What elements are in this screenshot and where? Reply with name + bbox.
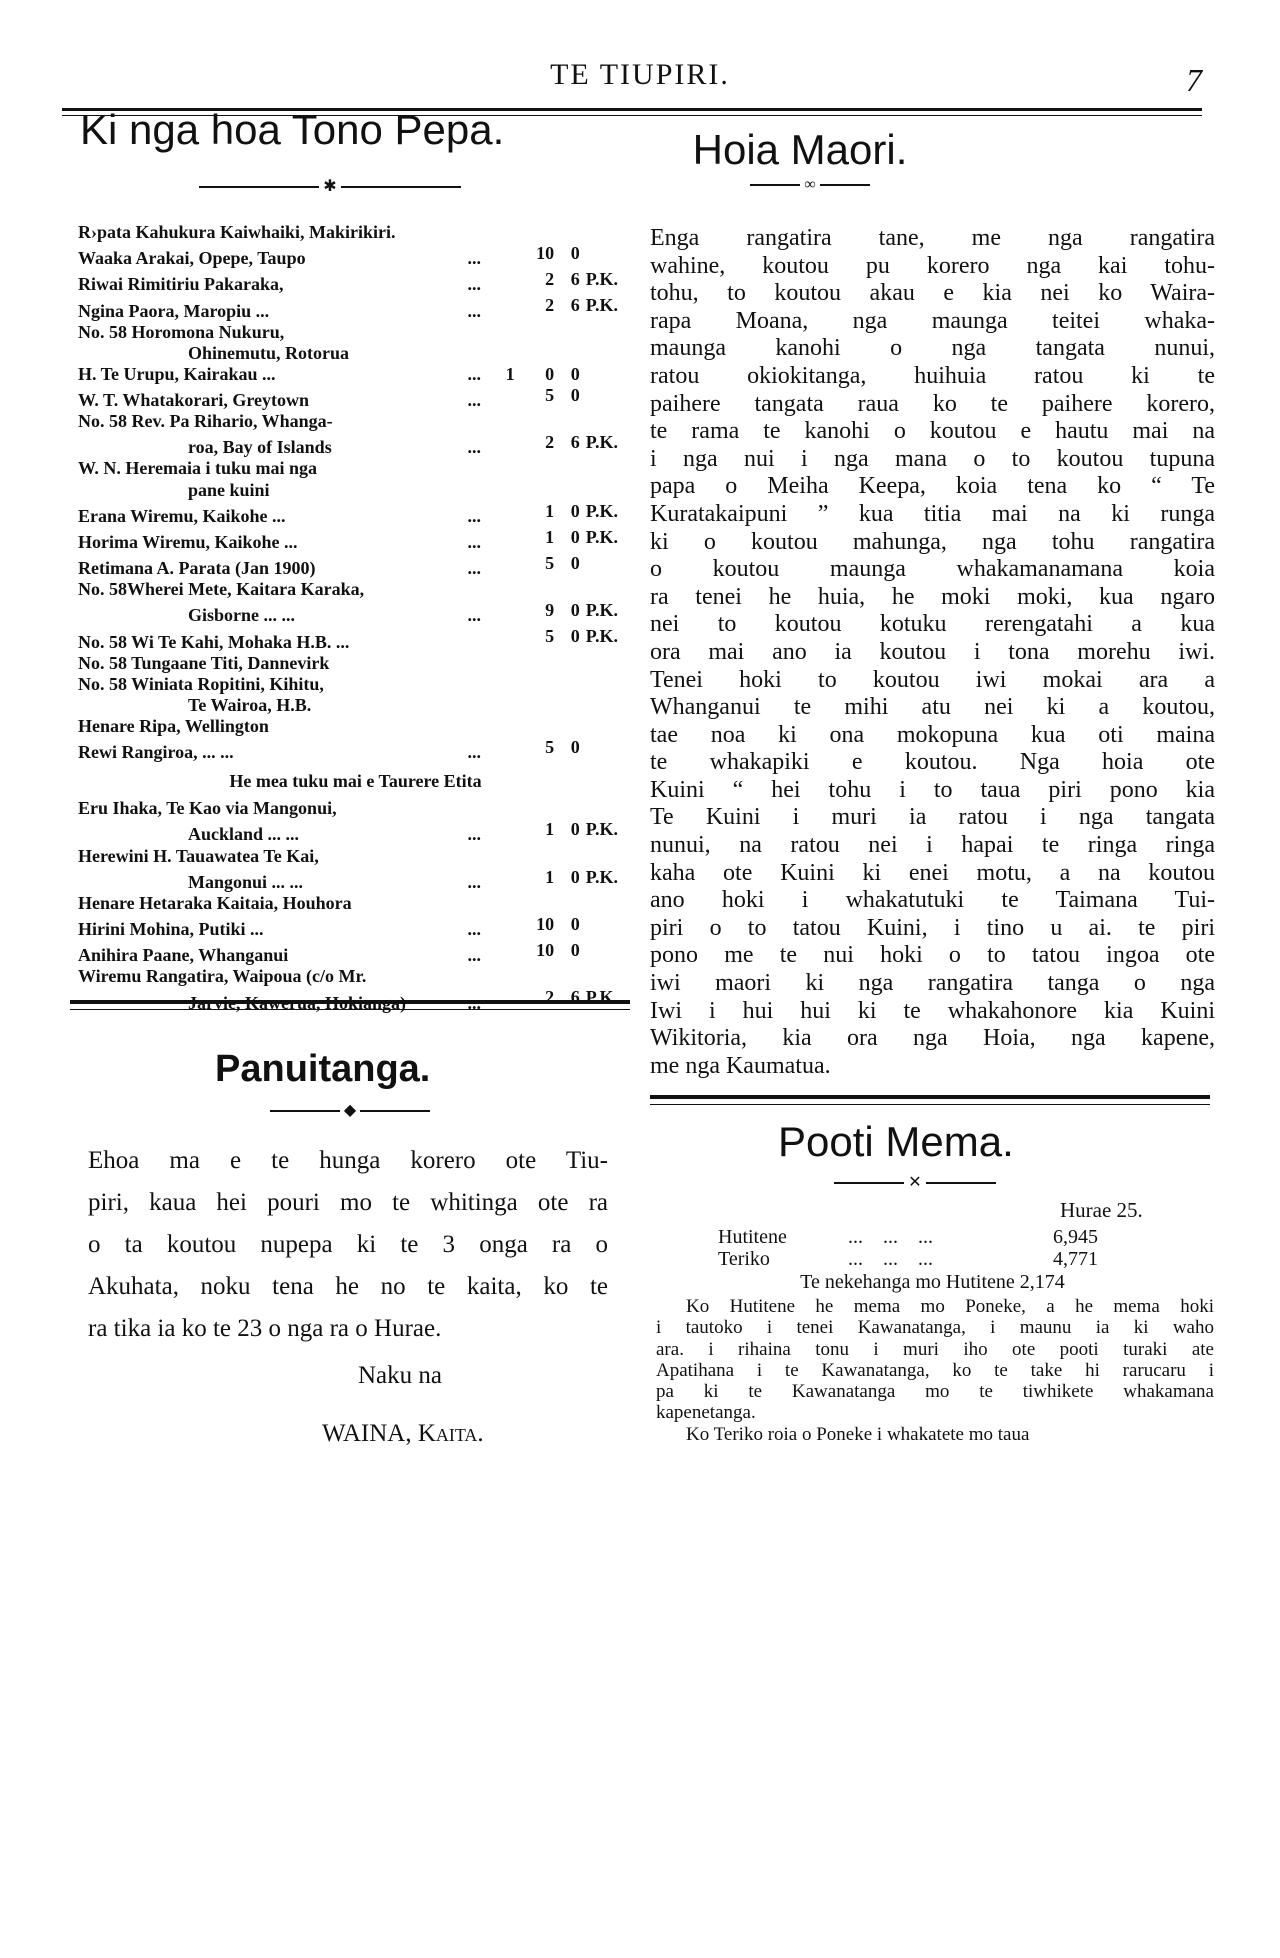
subscriber-name: H. Te Urupu, Kairakau ... xyxy=(78,363,276,384)
vote-count: 6,945 xyxy=(1053,1226,1098,1248)
list-item xyxy=(78,579,633,600)
list-item xyxy=(78,626,633,652)
text-line: tohu, to koutou akau e kia nei ko Waira- xyxy=(650,280,1215,307)
amount-l-empty xyxy=(493,914,515,935)
leader-dots: ... xyxy=(467,248,481,269)
list-item xyxy=(78,716,633,737)
amount-d: 0 xyxy=(570,737,580,757)
text-line: ano hoki i whakatutuki te Taimana Tui- xyxy=(650,887,1215,914)
amount-s: 10 xyxy=(536,913,555,934)
hoia-body xyxy=(650,225,1215,1080)
text-line: Tenei hoki to koutou iwi mokai ara a xyxy=(650,666,1215,693)
text-line: Ko Teriko roia o Poneke i whakatete mo taua xyxy=(686,1423,1030,1445)
amount xyxy=(493,243,633,264)
list-item xyxy=(78,653,633,674)
subscriber-name: Rewi Rangiroa, ... ... xyxy=(78,742,234,763)
amount-s: 1 xyxy=(545,819,555,840)
amount-d: 0 xyxy=(570,384,580,405)
list-item xyxy=(78,527,633,553)
subscriber-name: R›pata Kahukura Kaiwhaiki, Makirikiri. xyxy=(78,222,396,242)
text-line: paihere tangata raua ko te paihere korero, xyxy=(650,390,1215,417)
list-item xyxy=(78,798,633,819)
amount-s: 0 xyxy=(545,363,555,384)
list-item xyxy=(78,411,633,432)
amount-l-empty xyxy=(493,819,515,840)
amount-s: 1 xyxy=(545,526,555,547)
panuitanga-body xyxy=(88,1140,608,1350)
subscriber-name: Gisborne ... ... xyxy=(188,605,296,626)
ornament-divider: ∞ xyxy=(735,176,885,194)
amount-l: 1 xyxy=(505,363,515,384)
amount-s: 2 xyxy=(545,432,555,453)
leader-dots: ... xyxy=(467,919,481,940)
leader-dots: ... xyxy=(467,437,481,458)
text-line: wahine, koutou pu korero nga kai tohu- xyxy=(650,252,1215,279)
subscriber-name: Mangonui ... ... xyxy=(188,871,304,892)
amount xyxy=(493,295,633,316)
list-item xyxy=(78,819,633,845)
amount xyxy=(493,600,633,621)
amount-d: 0 xyxy=(570,243,580,264)
list-item xyxy=(78,432,633,458)
subscriber-name: No. 58 Winiata Ropitini, Kihitu, xyxy=(78,673,324,694)
text-line: me nga Kaumatua. xyxy=(650,1052,831,1079)
text-line: i tautoko i tenei Kawanatanga, i maunu ia ki waho xyxy=(656,1317,1214,1339)
text-line: Ehoa ma e te hunga korero ote Tiu- xyxy=(88,1147,608,1174)
amount-pk: P.K. xyxy=(585,866,619,887)
text-line: iwi maori ki nga rangatira tanga o nga xyxy=(650,970,1215,997)
amount xyxy=(493,269,633,290)
subscriber-name: No. 58 Tungaane Titi, Dannevirk xyxy=(78,652,330,673)
amount xyxy=(493,527,633,548)
subscriber-name: Anihira Paane, Whanganui xyxy=(78,945,289,966)
list-item xyxy=(78,480,633,501)
subscriber-name: roa, Bay of Islands xyxy=(188,437,332,458)
subscriber-name: pane kuini xyxy=(188,479,270,500)
amount-s: 5 xyxy=(545,737,555,757)
text-line: te rama te kanohi o koutou e hautu mai na xyxy=(650,418,1215,445)
amount-d: 0 xyxy=(570,819,580,840)
ornament-divider: ◆ xyxy=(250,1100,450,1120)
subscriber-list xyxy=(78,222,633,1014)
subscriber-name: No. 58Wherei Mete, Kaitara Karaka, xyxy=(78,579,365,600)
subscriber-name: No. 58 Wi Te Kahi, Mohaka H.B. ... xyxy=(78,631,350,652)
list-item xyxy=(78,295,633,321)
subscriber-name: No. 58 Horomona Nukuru, xyxy=(78,321,285,342)
amount-d: 0 xyxy=(570,866,580,887)
text-line: papa o Meiha Keepa, koia tena ko “ Te xyxy=(650,473,1215,500)
amount-d: 6 xyxy=(570,269,580,290)
amount-pk-empty xyxy=(580,364,633,385)
text-line: tae noa ki ona mokopuna kua oti maina xyxy=(650,721,1215,748)
amount-pk: P.K. xyxy=(585,600,619,621)
pooti-heading: Pooti Mema. xyxy=(778,1118,1014,1165)
amount-pk: P.K. xyxy=(585,295,619,316)
amount-s: 5 xyxy=(545,552,555,573)
list-item xyxy=(78,322,633,343)
amount-l-empty xyxy=(493,243,515,264)
text-line: ki o koutou mahunga, nga tohu rangatira xyxy=(650,528,1215,555)
leader-dots: ... xyxy=(467,742,481,763)
amount-d: 6 xyxy=(570,432,580,453)
amount-pk-empty xyxy=(580,940,633,961)
list-item xyxy=(78,458,633,479)
leader-dots: ... xyxy=(467,992,481,1013)
amount-l-empty xyxy=(493,867,515,888)
subscriber-name: He mea tuku mai e Taurere Etita xyxy=(229,771,482,792)
amount xyxy=(493,501,633,522)
list-item xyxy=(78,501,633,527)
leader-dots: ... xyxy=(467,505,481,526)
amount xyxy=(493,385,633,406)
amount-d: 6 xyxy=(570,295,580,316)
text-line: Te Kuini i muri ia ratou i nga tangata xyxy=(650,804,1215,831)
list-item xyxy=(78,222,633,243)
amount xyxy=(493,432,633,453)
text-line: ra tenei he huia, he moki moki, kua ngaro xyxy=(650,583,1215,610)
amount-pk: P.K. xyxy=(585,626,619,647)
text-line: te whakapiki e koutou. Nga hoia ote xyxy=(650,749,1215,776)
subscriber-name: Ngina Paora, Maropiu ... xyxy=(78,300,270,321)
list-item xyxy=(78,364,633,385)
vote-count: 4,771 xyxy=(1053,1248,1098,1270)
amount-s: 9 xyxy=(545,600,555,621)
amount xyxy=(493,867,633,888)
text-line: o ta koutou nupepa ki te 3 onga ra o xyxy=(88,1231,608,1258)
list-item xyxy=(78,674,633,695)
list-item xyxy=(78,867,633,893)
amount-s: 2 xyxy=(545,269,555,290)
amount-pk: P.K. xyxy=(585,432,619,453)
list-item xyxy=(78,269,633,295)
list-item xyxy=(78,966,633,987)
text-line: pono me te nui hoki o to tatou ingoa ote xyxy=(650,942,1215,969)
text-line: Wikitoria, kia ora nga Hoia, nga kapene, xyxy=(650,1025,1215,1052)
list-item xyxy=(78,771,633,792)
amount-l-empty xyxy=(493,432,515,453)
page-number: 7 xyxy=(1186,62,1202,98)
text-line: o koutou maunga whakamanamana koia xyxy=(650,556,1215,583)
amount-l-empty xyxy=(493,527,515,548)
amount-pk-empty xyxy=(580,243,633,264)
subscriber-name: Henare Hetaraka Kaitaia, Houhora xyxy=(78,892,352,913)
text-line: ratou okiokitanga, huihuia ratou ki te xyxy=(650,362,1215,389)
amount-d: 0 xyxy=(570,600,580,621)
text-line: nunui, na ratou nei i hapai te ringa ringa xyxy=(650,832,1215,859)
result-row xyxy=(718,1248,1138,1270)
subscriber-name: Jarvie, Kawerua, Hokianga) xyxy=(188,992,406,1013)
amount-s: 5 xyxy=(545,384,555,405)
text-line: piri o to tatou Kuini, i tino u ai. te piri xyxy=(650,914,1215,941)
text-line: kaha ote Kuini ki enei motu, a na koutou xyxy=(650,859,1215,886)
amount xyxy=(493,626,633,647)
ornament-divider: ✕ xyxy=(815,1172,1015,1192)
pooti-body xyxy=(656,1296,1214,1445)
text-line: Akuhata, noku tena he no te kaita, ko te xyxy=(88,1273,608,1300)
amount-d: 0 xyxy=(570,363,580,384)
majority-text: Te nekehanga mo Hutitene 2,174 xyxy=(800,1271,1065,1293)
amount xyxy=(493,819,633,840)
subscriber-name: Wiremu Rangatira, Waipoua (c/o Mr. xyxy=(78,966,367,987)
subscriber-name: Horima Wiremu, Kaikohe ... xyxy=(78,531,298,552)
amount-pk-empty xyxy=(580,737,633,758)
amount xyxy=(493,737,633,758)
closing-text: Naku na xyxy=(358,1362,442,1389)
amount xyxy=(493,364,633,385)
amount-l-empty xyxy=(493,600,515,621)
column-rule xyxy=(650,1095,1210,1105)
amount-pk: P.K. xyxy=(585,819,619,840)
subscriber-name: Henare Ripa, Wellington xyxy=(78,715,269,736)
subscriber-name: Auckland ... ... xyxy=(188,824,300,845)
amount-d: 0 xyxy=(570,913,580,934)
subscriber-name: Te Wairoa, H.B. xyxy=(188,694,312,715)
leader-dots: ... xyxy=(467,390,481,411)
amount-s: 10 xyxy=(536,243,555,264)
text-line: piri, kaua hei pouri mo te whitinga ote ra xyxy=(88,1189,608,1216)
leader-dots: ... xyxy=(467,363,481,384)
subscriber-name: Herewini H. Tauawatea Te Kai, xyxy=(78,845,319,866)
text-line: ra tika ia ko te 23 o nga ra o Hurae. xyxy=(88,1315,442,1342)
amount-pk: P.K. xyxy=(585,987,619,1008)
column-rule xyxy=(70,1000,630,1010)
amount-s: 10 xyxy=(536,940,555,961)
subscriber-name: Erana Wiremu, Kaikohe ... xyxy=(78,505,286,526)
amount-l-empty xyxy=(493,737,515,758)
subscriber-name: Waaka Arakai, Opepe, Taupo xyxy=(78,248,306,269)
subscriber-name: Retimana A. Parata (Jan 1900) xyxy=(78,558,316,579)
panuitanga-heading: Panuitanga. xyxy=(215,1048,431,1090)
leader-dots: ... ... ... xyxy=(848,1248,933,1270)
text-line: Apatihana i te Kawanatanga, ko te take hi rarucaru i xyxy=(656,1359,1214,1381)
amount-pk-empty xyxy=(580,385,633,406)
text-line: Iwi i hui hui ki te whakahonore kia Kuini xyxy=(650,997,1215,1024)
amount-d: 6 xyxy=(570,987,580,1008)
amount-l-empty xyxy=(493,553,515,574)
list-item xyxy=(78,846,633,867)
text-line: pa ki te Kawanatanga mo te tiwhikete whakamana xyxy=(656,1381,1214,1403)
text-line: nei to koutou kotuku rerengatahi a kua xyxy=(650,611,1215,638)
subscriber-name: No. 58 Rev. Pa Rihario, Whanga- xyxy=(78,411,333,432)
text-line: maunga kanohi o nga tangata nunui, xyxy=(650,335,1215,362)
text-line: rapa Moana, nga maunga teitei whaka- xyxy=(650,307,1215,334)
subscriber-name: Riwai Rimitiriu Pakaraka, xyxy=(78,274,284,295)
amount-s: 2 xyxy=(545,295,555,316)
leader-dots: ... xyxy=(467,945,481,966)
leader-dots: ... ... ... xyxy=(848,1226,933,1248)
list-item xyxy=(78,737,633,763)
amount-s: 5 xyxy=(545,626,555,647)
amount xyxy=(493,553,633,574)
leader-dots: ... xyxy=(467,274,481,295)
subscribers-heading: Ki nga hoa Tono Pepa. xyxy=(80,106,505,153)
text-line: ora mai ano ia koutou i tona morehu iwi. xyxy=(650,638,1215,665)
list-item xyxy=(78,695,633,716)
text-line: Kuini “ hei tohu i to taua piri pono kia xyxy=(650,776,1215,803)
amount-d: 0 xyxy=(570,940,580,961)
candidate-name: Hutitene xyxy=(718,1226,787,1248)
text-line: Ko Hutitene he mema mo Poneke, a he mema hoki xyxy=(686,1296,1214,1317)
text-line: Whanganui te mihi atu nei ki a koutou, xyxy=(650,694,1215,721)
amount-d: 0 xyxy=(570,500,580,521)
signature: WAINA, Kaita. xyxy=(322,1420,484,1447)
amount-s: 1 xyxy=(545,866,555,887)
amount-pk-empty xyxy=(580,914,633,935)
subscriber-name: W. N. Heremaia i tuku mai nga xyxy=(78,458,318,479)
amount-s: 1 xyxy=(545,500,555,521)
list-item xyxy=(78,343,633,364)
list-item xyxy=(78,385,633,411)
amount-pk: P.K. xyxy=(585,269,619,290)
amount-pk-empty xyxy=(580,553,633,574)
list-item xyxy=(78,893,633,914)
results-table xyxy=(718,1226,1138,1270)
amount-l-empty xyxy=(493,626,515,647)
result-row xyxy=(718,1226,1138,1248)
leader-dots: ... xyxy=(467,824,481,845)
amount-l-empty xyxy=(493,940,515,961)
subscriber-name: Eru Ihaka, Te Kao via Mangonui, xyxy=(78,798,337,819)
amount-s: 2 xyxy=(545,987,555,1008)
leader-dots: ... xyxy=(467,531,481,552)
leader-dots: ... xyxy=(467,605,481,626)
list-item xyxy=(78,243,633,269)
text-line: i nga nui i nga mana o to koutou tupuna xyxy=(650,445,1215,472)
amount-l-empty xyxy=(493,501,515,522)
amount-d: 0 xyxy=(570,552,580,573)
amount xyxy=(493,914,633,935)
amount-pk: P.K. xyxy=(585,500,619,521)
text-line: Enga rangatira tane, me nga rangatira xyxy=(650,225,1215,251)
election-date: Hurae 25. xyxy=(1060,1198,1143,1222)
list-item xyxy=(78,940,633,966)
amount-l-empty xyxy=(493,269,515,290)
candidate-name: Teriko xyxy=(718,1248,770,1270)
amount-l-empty xyxy=(493,295,515,316)
list-item xyxy=(78,553,633,579)
leader-dots: ... xyxy=(467,871,481,892)
subscriber-name: Ohinemutu, Rotorua xyxy=(188,342,350,363)
subscriber-name: W. T. Whatakorari, Greytown xyxy=(78,390,310,411)
text-line: ara. i rihaina tonu i muri iho ote pooti turaki ate xyxy=(656,1338,1214,1360)
list-item xyxy=(78,914,633,940)
amount-pk: P.K. xyxy=(585,526,619,547)
ornament-divider: ✱ xyxy=(180,176,480,196)
amount-l-empty xyxy=(493,385,515,406)
hoia-heading: Hoia Maori. xyxy=(692,126,908,173)
text-line: Kuratakaipuni ” kua titia mai na ki runga xyxy=(650,500,1215,527)
amount-d: 0 xyxy=(570,626,580,647)
leader-dots: ... xyxy=(467,558,481,579)
leader-dots: ... xyxy=(467,300,481,321)
list-item xyxy=(78,600,633,626)
text-line: kapenetanga. xyxy=(656,1402,756,1424)
running-head: TE TIUPIRI. xyxy=(550,58,730,91)
amount-d: 0 xyxy=(570,526,580,547)
amount xyxy=(493,940,633,961)
subscriber-name: Hirini Mohina, Putiki ... xyxy=(78,919,264,940)
